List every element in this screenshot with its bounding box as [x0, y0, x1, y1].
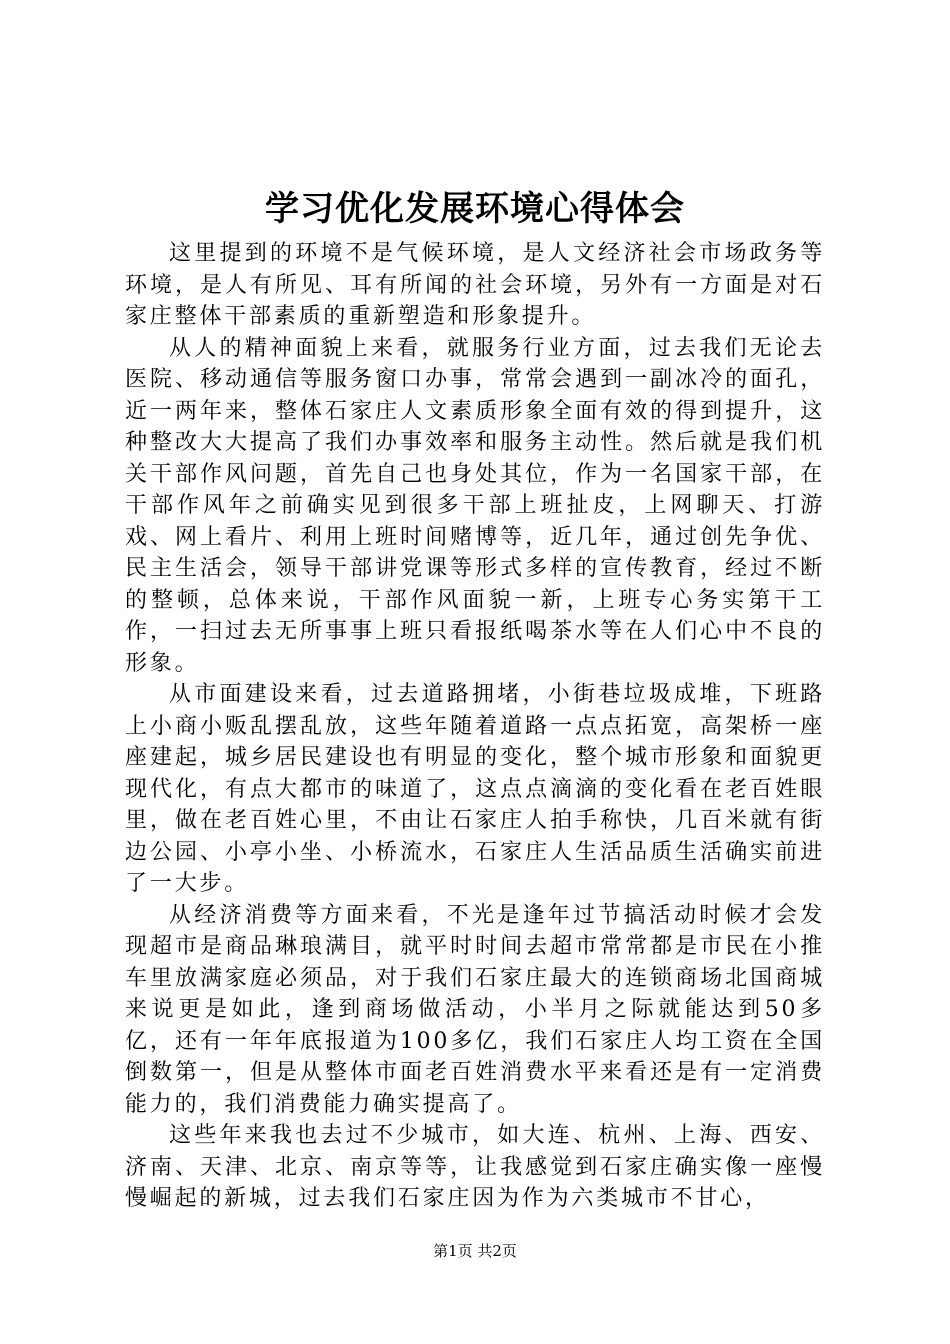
paragraph: 这里提到的环境不是气候环境，是人文经济社会市场政务等环境，是人有所见、耳有所闻的社会环境，另外有一方面是对石家庄整体干部素质的重新塑造和形象提升。 — [125, 241, 825, 329]
document-title: 学习优化发展环境心得体会 — [265, 189, 685, 229]
paragraph: 从人的精神面貌上来看，就服务行业方面，过去我们无论去医院、移动通信等服务窗口办事，常常会遇到一副冰冷的面孔，近一两年来，整体石家庄人文素质形象全面有效的得到提升，这种整改大大提高了我们办事效率和服务主动性。然后就是我们机关干部作风问题，首先自己也身处其位，作为一名国家干部，在干部作风年之前确实见到很多干部上班扯皮，上网聊天、打游戏、网上看片、利用上班时间赌博等，近几年，通过创先争优、民主生活会，领导干部讲党课等形式多样的宣传教育，经过不断的整顿，总体来说，干部作风面貌一新，上班专心务实第干工作，一扫过去无所事事上班只看报纸喝茶水等在人们心中不良的形象。 — [125, 335, 825, 676]
page-number-footer: 第1页 共2页 — [433, 1242, 517, 1260]
paragraph: 从市面建设来看，过去道路拥堵，小街巷垃圾成堆，下班路上小商小贩乱摆乱放，这些年随着道路一点点拓宽，高架桥一座座建起，城乡居民建设也有明显的变化，整个城市形象和面貌更现代化，有点大都市的味道了，这点点滴滴的变化看在老百姓眼里，做在老百姓心里，不由让石家庄人拍手称快，几百米就有街边公园、小亭小坐、小桥流水，石家庄人生活品质生活确实前进了一大步。 — [125, 682, 825, 896]
document-body — [125, 238, 825, 1215]
paragraph: 从经济消费等方面来看，不光是逢年过节搞活动时候才会发现超市是商品琳琅满目，就平时时间去超市常常都是市民在小推车里放满家庭必须品，对于我们石家庄最大的连锁商场北国商城来说更是如此，逢到商场做活动，小半月之际就能达到50多亿，还有一年年底报道为100多亿，我们石家庄人均工资在全国倒数第一，但是从整体市面老百姓消费水平来看还是有一定消费能力的，我们消费能力确实提高了。 — [125, 902, 825, 1117]
paragraph: 这些年来我也去过不少城市，如大连、杭州、上海、西安、济南、天津、北京、南京等等，让我感觉到石家庄确实像一座慢慢崛起的新城，过去我们石家庄因为作为六类城市不甘心， — [125, 1123, 825, 1211]
